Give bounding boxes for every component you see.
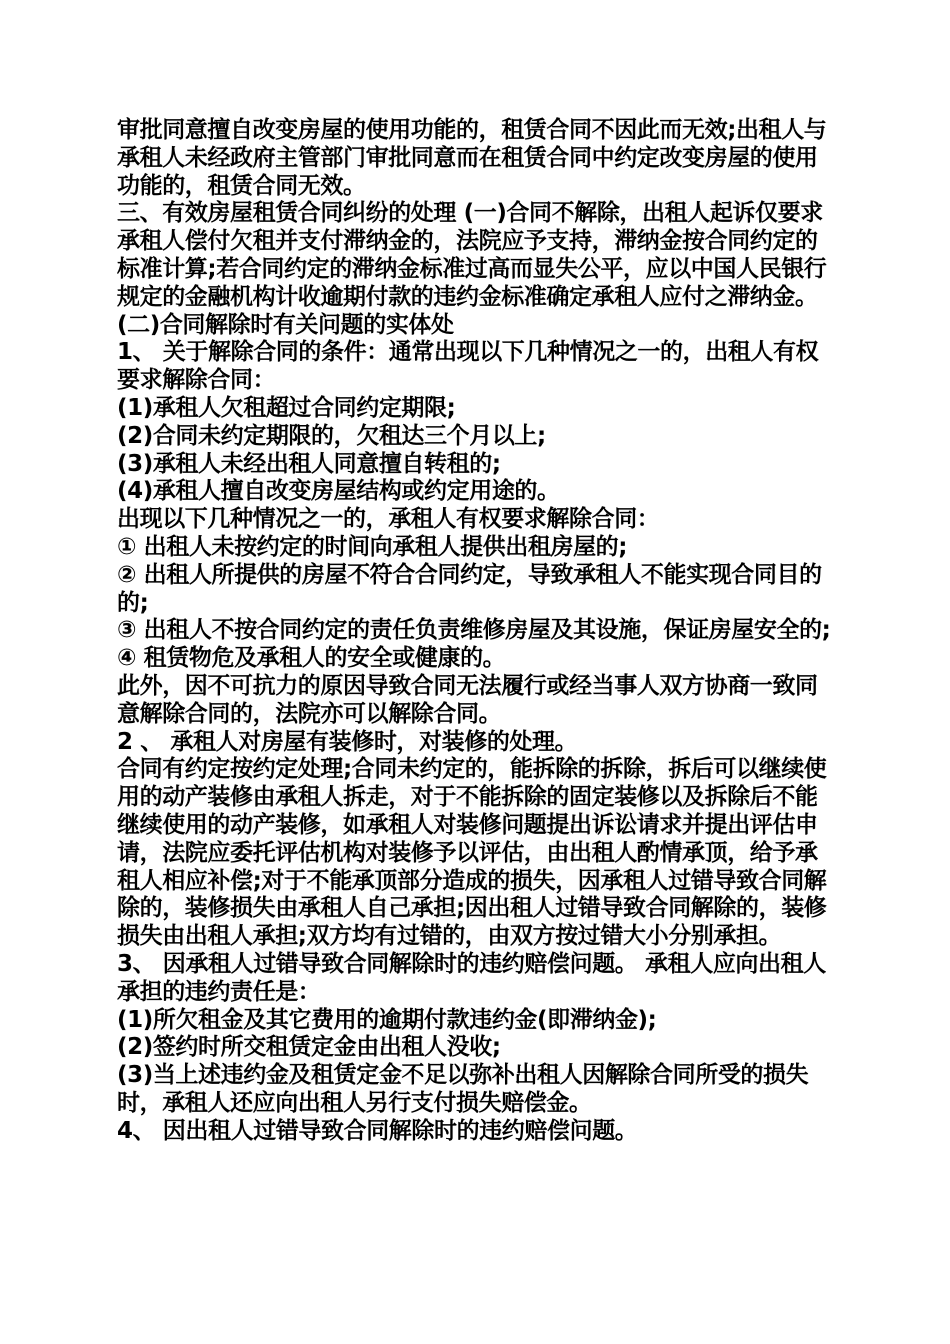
paragraph-18: (1)所欠租金及其它费用的逾期付款违约金(即滞纳金);: [117, 1006, 657, 1033]
paragraph-19: (2)签约时所交租赁定金由出租人没收;: [117, 1034, 501, 1061]
paragraph-17: 3、 因承租人过错导致合同解除时的违约赔偿问题。 承租人应向出租人承担的违约责任是：: [117, 950, 826, 1005]
paragraph-14: 此外，因不可抗力的原因导致合同无法履行或经当事人双方协商一致同意解除合同的，法院亦可以解除合同。: [117, 672, 818, 727]
paragraph-12: ③ 出租人不按合同约定的责任负责维修房屋及其设施，保证房屋安全的;: [117, 617, 831, 644]
paragraph-4: 1、 关于解除合同的条件：通常出现以下几种情况之一的，出租人有权要求解除合同：: [117, 339, 819, 394]
paragraph-7: (3)承租人未经出租人同意擅自转租的;: [117, 450, 501, 477]
paragraph-16: 合同有约定按约定处理;合同未约定的，能拆除的拆除，拆后可以继续使用的动产装修由承租人拆走，对于不能拆除的固定装修以及拆除后不能继续使用的动产装修，如承租人对装修问题提出诉讼请求并提出评估申请，法院应委托评估机构对装修予以评估，由出租人酌情承顶，给予承租人相应补偿;对于不能承顶部分造成的损失，因承租人过错导致合同解除的，装修损失由承租人自己承担;因出租人过错导致合同解除的，装修损失由出租人承担;双方均有过错的，由双方按过错大小分别承担。: [117, 756, 827, 950]
paragraph-6: (2)合同未约定期限的，欠租达三个月以上;: [117, 422, 546, 449]
paragraph-13: ④ 租赁物危及承租人的安全或健康的。: [117, 645, 506, 672]
paragraph-1: 审批同意擅自改变房屋的使用功能的，租赁合同不因此而无效;出租人与承租人未经政府主管部门审批同意而在租赁合同中约定改变房屋的使用功能的，租赁合同无效。: [117, 117, 827, 199]
paragraph-5: (1)承租人欠租超过合同约定期限;: [117, 394, 456, 421]
paragraph-20: (3)当上述违约金及租赁定金不足以弥补出租人因解除合同所受的损失时，承租人还应向出租人另行支付损失赔偿金。: [117, 1062, 809, 1116]
paragraph-8: (4)承租人擅自改变房屋结构或约定用途的。: [117, 478, 560, 505]
paragraph-2: 三、有效房屋租赁合同纠纷的处理 (一)合同不解除，出租人起诉仅要求承租人偿付欠租并支付滞纳金的，法院应予支持，滞纳金按合同约定的标准计算;若合同约定的滞纳金标准过高而显失公平，应以中国人民银行规定的金融机构计收逾期付款的违约金标准确定承租人应付之滞纳金。: [117, 200, 827, 310]
paragraph-15: 2 、 承租人对房屋有装修时，对装修的处理。: [117, 728, 578, 755]
paragraph-11: ② 出租人所提供的房屋不符合合同约定，导致承租人不能实现合同目的的;: [117, 561, 822, 616]
document-body: [117, 117, 835, 1145]
paragraph-10: ① 出租人未按约定的时间向承租人提供出租房屋的;: [117, 533, 628, 560]
paragraph-21: 4、 因出租人过错导致合同解除时的违约赔偿问题。: [117, 1117, 638, 1144]
paragraph-9: 出现以下几种情况之一的，承租人有权要求解除合同：: [117, 506, 660, 533]
paragraph-3: (二)合同解除时有关问题的实体处: [117, 311, 454, 338]
